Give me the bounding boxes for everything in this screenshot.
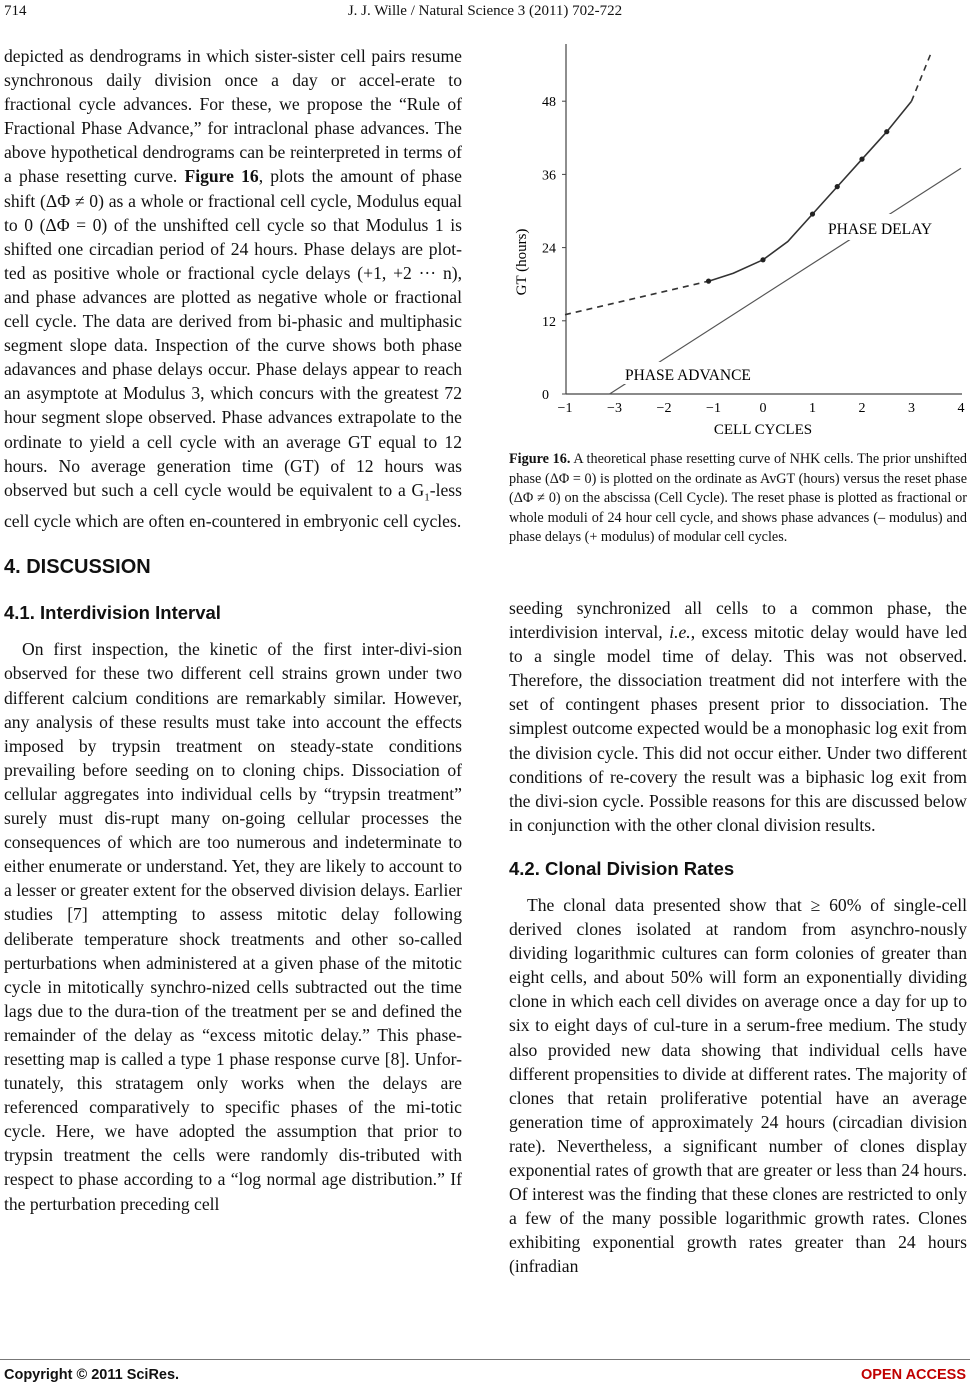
- text-run: depicted as dendrograms in which sister-sister cell pairs resume synchronous daily division once a day or accel-erate to fractional cycle advances. For these, we propose the “Rule of Fractional Phase Advance,” for intraclonal phase advances. The above hypothetical dendrograms can be reinterpreted in terms of a phase resetting curve.: [4, 46, 462, 187]
- right-column: [509, 596, 967, 1278]
- caption-label: Figure 16.: [509, 451, 571, 467]
- running-title: J. J. Wille / Natural Science 3 (2011) 702-722: [347, 3, 623, 19]
- y-tick-label: 36: [542, 168, 556, 184]
- extrapolation-delay: [912, 52, 932, 101]
- phase-resetting-curve: [709, 101, 912, 281]
- paragraph: [509, 596, 967, 837]
- x-tick-label: 4: [957, 401, 965, 416]
- x-axis-label: CELL CYCLES: [713, 422, 813, 438]
- figure-16: [510, 44, 965, 439]
- text-run: seeding synchronized all cells to a common phase, the interdivision interval,: [509, 598, 967, 643]
- x-tick-label: −3: [607, 401, 622, 416]
- caption-text: A theoretical phase resetting curve of NHK cells. The prior unshifted phase (ΔΦ = 0) is plotted on the ordinate as AvGT (hours) versus the reset phase (ΔΦ ≠ 0) on the abscissa (Cell Cycle). The reset phase is plotted as fractional or whole moduli of 24 hour cell cycle, and shows phase advances (– modulus) and phase delays (+ modulus) of modular cell cycles.: [509, 451, 967, 546]
- text-run: -less cell cycle which are often en-countered in embryonic cell cycles.: [4, 479, 462, 532]
- paragraph: The clonal data presented show that ≥ 60% of single-cell derived clones isolated at random from asynchro-nously dividing logarithmic cultures can form colonies of greater than eight cells, and about 50% will form an exponentially dividing clone in which each cell divides on average once a day for up to six to eight days of cul-ture in a serum-free medium. The study also provided new data showing that individual cells have different propensities to divide at different rates. The majority of clones that retain proliferative potential have an average generation time of approximately 24 hours (circadian division rate). Nevertheless, a significant number of clones display exponential rates of growth that are greater or less than 24 hours. Of interest was the finding that these clones are restricted to only a few of the many possible logarithmic growth rates. Clones exhibiting exponential growth rates greater than 24 hours (infradian: [509, 894, 967, 1277]
- x-tick-label: 0: [759, 401, 767, 416]
- figure-reference[interactable]: Figure 16: [184, 166, 259, 187]
- y-axis-label: GT (hours): [514, 228, 530, 296]
- subscript: 1: [424, 491, 430, 504]
- paragraph: On first inspection, the kinetic of the first inter-divi-sion observed for these two different cell strains grown under two different calcium conditions are remarkably similar. However, any analysis of these results must take into account the effects imposed by trypsin treatment on steady-state conditions prevailing before seeding on to cloning chips. Dissociation of cellular aggregates into individual cells by “trypsin treatment” surely must dis-rupt many on-going cellular processes the consequences of which are too numerous and indeterminate to either enumerate or understand. Yet, they are likely to account to a lesser or greater extent for the observed division delays. Earlier studies [7] attempting to assess mitotic delay following deliberate temperature shock treatments and other so-called perturbations when administered at a given phase of the mitotic cycle in mitotically synchro-nized cells subtracted out the time lags due to the dura-tion of the treatment per se and defined the remainder of the delay as “excess mitotic delay.” This phase-resetting map is called a type 1 phase response curve [8]. Unfor-tunately, this stratagem only works when the delays are referenced comparatively to specific phases of the mi-totic cycle. Here, we have adopted the assumption that prior to trypsin treatment the cells were randomly dis-tributed with respect to phase according to a “log normal age distribution.” If the perturbation preceding cell: [4, 639, 462, 1214]
- page-header: [0, 3, 970, 25]
- y-tick-label: 24: [542, 241, 556, 257]
- copyright: Copyright © 2011 SciRes.: [4, 1367, 180, 1383]
- phase-resetting-chart: [510, 44, 965, 439]
- text-run: , excess mitotic delay would have led to a single model time of delay. This was not observed. Therefore, the dissociation treatment did not interfere with the set of contingent phases present prior to dissociation. The simplest outcome expected would be a monophasic log exit from the division cycle. This did not occur either. Under two different conditions of re-covery the result was a biphasic log exit from the divi-sion cycle. Possible reasons for this are discussed below in conjunction with the other clonal division results.: [509, 622, 968, 835]
- footer-rule: [0, 1359, 970, 1360]
- open-access-badge: OPEN ACCESS: [860, 1367, 966, 1383]
- paragraph: [4, 44, 462, 533]
- data-point: [859, 157, 864, 162]
- italic-text: i.e.: [669, 622, 691, 643]
- section-heading: 4. DISCUSSION: [4, 556, 151, 579]
- left-column: [4, 44, 462, 1216]
- y-tick-label: 48: [542, 95, 556, 111]
- x-tick-label: 3: [908, 401, 915, 416]
- phase-delay-label: PHASE DELAY: [828, 221, 933, 238]
- x-tick-label: −1: [557, 401, 573, 416]
- phase-advance-label: PHASE ADVANCE: [625, 367, 751, 384]
- x-tick-label: −1: [706, 401, 721, 416]
- data-point: [810, 211, 815, 216]
- page-number: 714: [4, 3, 27, 19]
- x-tick-label: −2: [656, 401, 672, 416]
- subsection-heading: 4.1. Interdivision Interval: [4, 602, 221, 624]
- reference-line: [610, 168, 961, 394]
- text-run: , plots the amount of phase shift (ΔΦ ≠ 0) as a whole or fractional cell cycle, Modulus equal to 0 (ΔΦ = 0) of the unshifted cell cycle so that Modulus 1 is shifted one circadian period of 24 hours. Phase delays are plot-ted as positive whole or fractional cycle delays (+1, +2 ··· n), and phase advances are plotted as negative whole or fractional cell cycle. The data are derived from bi-phasic and multiphasic segment slope data. Inspection of the curve shows both phase adavances and phase delays occur. Phase delays appear to reach an asymptote at Modulus 3, which concurs with the greatest 72 hour segment slope observed. Phase advances extrapolate to the ordinate to yield a cell cycle with an average GT equal to 12 hours. No average generation time (GT) of 12 hours was observed but such a cell cycle would be equivalent to a G: [4, 166, 462, 500]
- data-point: [760, 257, 765, 262]
- subsection-heading: 4.2. Clonal Division Rates: [509, 857, 735, 879]
- extrapolation-advance: [565, 281, 709, 315]
- figure-caption: [509, 450, 967, 548]
- y-tick-label: 12: [542, 314, 556, 330]
- y-tick-label: 0: [542, 388, 549, 403]
- x-tick-labels: [558, 401, 965, 416]
- x-tick-label: 1: [809, 401, 816, 416]
- data-point: [884, 129, 889, 134]
- x-tick-label: 2: [858, 401, 866, 416]
- data-point: [706, 279, 711, 284]
- y-tick-labels: [542, 95, 566, 403]
- data-point: [835, 184, 840, 189]
